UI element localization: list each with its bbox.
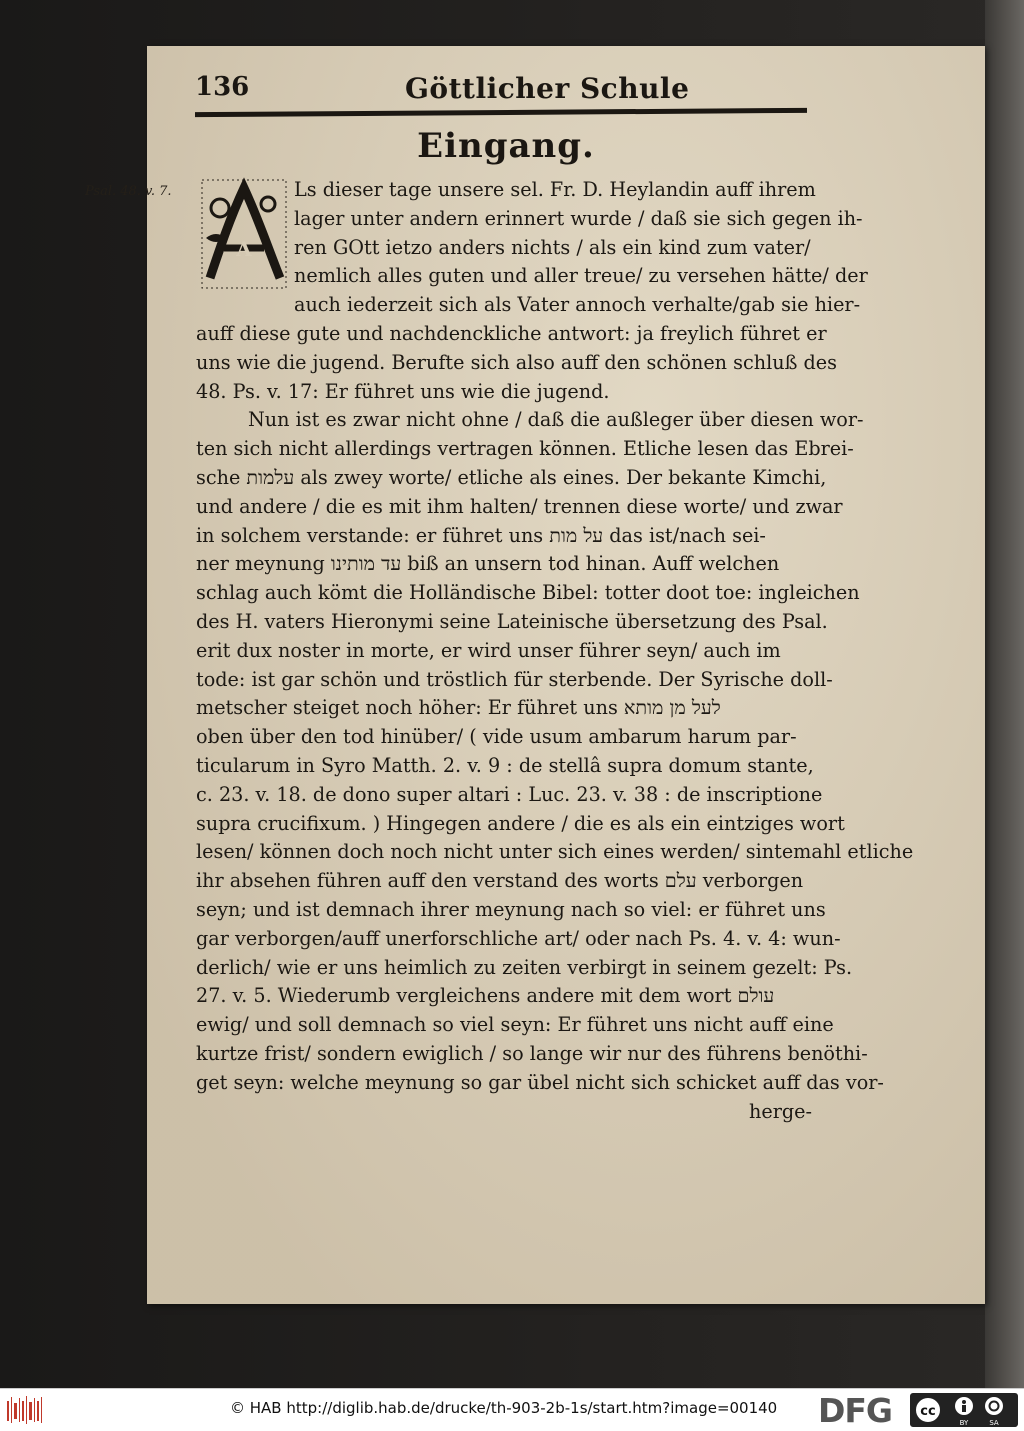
initial-letter: A — [236, 237, 252, 261]
text-line: metscher steiget noch höher: Er führet uns לעל מן מותא — [196, 696, 721, 720]
body-text — [196, 176, 914, 1126]
text-line: ten sich nicht allerdings vertragen können. Etliche lesen das Ebrei- — [196, 437, 854, 461]
cc-license-icon[interactable] — [910, 1393, 1018, 1427]
text-line: c. 23. v. 18. de dono super altari : Luc. 23. v. 38 : de inscriptione — [196, 782, 823, 806]
text-line: ihr absehen führen auff den verstand des worts עלם verborgen — [196, 869, 804, 893]
sa-label: SA — [989, 1419, 999, 1427]
text-line: in solchem verstande: er führet uns על מות das ist/nach sei- — [196, 523, 766, 547]
text-line: oben über den tod hinüber/ ( vide usum ambarum harum par- — [196, 725, 797, 749]
text-line: lager unter andern erinnert wurde / daß sie sich gegen ih- — [294, 206, 863, 230]
text-line: seyn; und ist demnach ihrer meynung nach so viel: er führet uns — [196, 897, 826, 921]
text-line: Ls dieser tage unsere sel. Fr. D. Heylandin auff ihrem — [294, 178, 816, 201]
text-line: supra crucifixum. ) Hingegen andere / die es als ein eintziges wort — [196, 811, 845, 835]
text-line: uns wie die jugend. Berufte sich also auff den schönen schluß des — [196, 350, 837, 374]
text-line: kurtze frist/ sondern ewiglich / so lange wir nur des führens benöthi- — [196, 1041, 868, 1065]
margin-note: Psal. 48. v. 7. — [85, 184, 172, 199]
running-head: Göttlicher Schule — [405, 72, 690, 105]
next-page-edge — [985, 0, 1024, 1388]
text-line: gar verborgen/auff unerforschliche art/ oder nach Ps. 4. v. 4: wun- — [196, 926, 841, 950]
text-line: und andere / die es mit ihm halten/ trennen diese worte/ und zwar — [196, 494, 843, 518]
text-line: sche עלמות als zwey worte/ etliche als eines. Der bekante Kimchi, — [196, 465, 827, 489]
text-line: schlag auch kömt die Holländische Bibel: totter doot toe: ingleichen — [196, 581, 860, 605]
text-line: ren GOtt ietzo anders nichts / als ein kind zum vater/ — [294, 235, 811, 259]
text-line: des H. vaters Hieronymi seine Lateinische übersetzung des Psal. — [196, 609, 828, 633]
catchword: herge- — [748, 1099, 812, 1123]
text-line: ticularum in Syro Matth. 2. v. 9 : de stellâ supra domum stante, — [196, 753, 814, 777]
text-line: nemlich alles guten und aller treue/ zu versehen hätte/ der — [294, 264, 868, 288]
text-line: 48. Ps. v. 17: Er führet uns wie die jugend. — [196, 379, 610, 403]
text-line: tode: ist gar schön und tröstlich für sterbende. Der Syrische doll- — [196, 667, 833, 691]
sa-icon — [985, 1397, 1003, 1415]
text-line: ner meynung עד מותינו biß an unsern tod hinan. Auff welchen — [196, 552, 780, 576]
svg-text:cc: cc — [920, 1404, 936, 1419]
text-line: auff diese gute und nachdenckliche antwort: ja freylich führet er — [196, 321, 827, 345]
viewer-footer — [0, 1388, 1024, 1431]
text-line: erit dux noster in morte, er wird unser führer seyn/ auch im — [196, 638, 781, 662]
text-line: get seyn: welche meynung so gar übel nicht sich schicket auff das vor- — [196, 1070, 884, 1094]
barcode-icon — [6, 1395, 46, 1425]
copyright-link[interactable]: © HAB http://diglib.hab.de/drucke/th-903-2b-1s/start.htm?image=00140 — [230, 1399, 778, 1417]
section-title: Eingang. — [417, 126, 595, 166]
page-header — [195, 72, 807, 112]
text-line: ewig/ und soll demnach so viel seyn: Er führet uns nicht auff eine — [196, 1013, 834, 1037]
text-line: derlich/ wie er uns heimlich zu zeiten verbirgt in seinem gezelt: Ps. — [196, 955, 853, 979]
page-number: 136 — [195, 72, 250, 102]
text-line: auch iederzeit sich als Vater annoch verhalte/gab sie hier- — [294, 293, 861, 317]
by-label: BY — [959, 1419, 969, 1427]
dfg-logo[interactable]: DFG — [818, 1391, 893, 1430]
text-line: lesen/ können doch noch nicht unter sich eines werden/ sintemahl etliche — [196, 840, 914, 864]
text-line: 27. v. 5. Wiederumb vergleichens andere mit dem wort עולם — [196, 984, 775, 1008]
text-line: Nun ist es zwar nicht ohne / daß die außleger über diesen wor- — [248, 408, 864, 432]
